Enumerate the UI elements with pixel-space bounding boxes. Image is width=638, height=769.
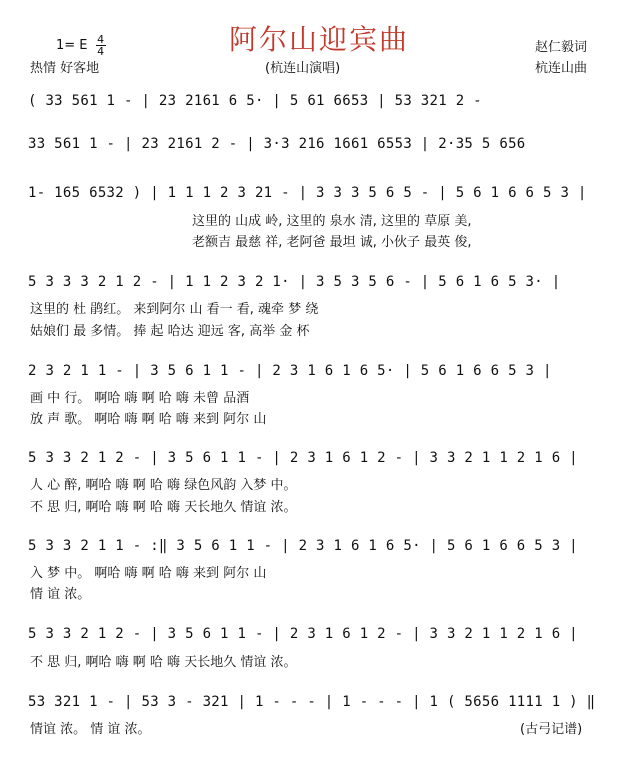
key-label: 1= E: [56, 38, 88, 53]
score-line: 33 561 1 - | 23 2161 2 - | 3·3 216 1661 6553 | 2·35 5 656: [28, 136, 526, 152]
lyric-line: 老额吉 最慈 祥, 老阿爸 最坦 诚, 小伙子 最英 俊,: [192, 235, 472, 250]
lyricist-credit: 赵仁毅词: [535, 40, 588, 55]
lyric-line: 姑娘们 最 多情。 捧 起 哈达 迎远 客, 高举 金 杯: [30, 324, 310, 339]
score-line: 5 3 3 2 1 2 - | 3 5 6 1 1 - | 2 3 1 6 1 2 - | 3 3 2 1 1 2 1 6 |: [28, 626, 578, 642]
lyric-line: 放 声 歌。 啊哈 嗨 啊 哈 嗨 来到 阿尔 山: [30, 412, 267, 427]
singer-credit: (杭连山演唱): [265, 61, 341, 76]
lyric-line: 这里的 山成 岭, 这里的 泉水 清, 这里的 草原 美,: [192, 214, 472, 229]
key-signature: [56, 34, 106, 57]
lyric-line: 情 谊 浓。: [30, 587, 91, 602]
score-line: ( 33 561 1 - | 23 2161 6 5· | 5 61 6653 | 53 321 2 -: [28, 93, 482, 109]
lyric-line: 不 思 归, 啊哈 嗨 啊 哈 嗨 天长地久 情谊 浓。: [30, 500, 297, 515]
lyric-line: 情谊 浓。 情 谊 浓。: [30, 722, 151, 737]
time-bottom: 4: [97, 45, 105, 58]
lyric-line: 入 梦 中。 啊哈 嗨 啊 哈 嗨 来到 阿尔 山: [30, 566, 267, 581]
song-title: 阿尔山迎宾曲: [228, 23, 409, 56]
time-signature: [96, 34, 106, 57]
tempo-marking: 热情 好客地: [30, 61, 100, 76]
lyric-line: 这里的 杜 鹃红。 来到阿尔 山 看一 看, 魂牵 梦 绕: [30, 302, 319, 317]
lyric-line: 不 思 归, 啊哈 嗨 啊 哈 嗨 天长地久 情谊 浓。: [30, 655, 297, 670]
transcriber-note: (古弓记谱): [520, 722, 583, 737]
score-line: 1- 165 6532 ) | 1 1 1 2 3 21 - | 3 3 3 5 6 5 - | 5 6 1 6 6 5 3 |: [28, 185, 587, 201]
composer-credit: 杭连山曲: [535, 61, 588, 76]
score-line: 5 3 3 3 2 1 2 - | 1 1 2 3 2 1· | 3 5 3 5 6 - | 5 6 1 6 5 3· |: [28, 274, 561, 290]
time-top: 4: [97, 33, 105, 46]
score-line: 53 321 1 - | 53 3 - 321 | 1 - - - | 1 - - - | 1 ( 5656 1111 1 ) ‖: [28, 694, 596, 710]
score-line: 5 3 3 2 1 2 - | 3 5 6 1 1 - | 2 3 1 6 1 2 - | 3 3 2 1 1 2 1 6 |: [28, 450, 578, 466]
score-line: 2 3 2 1 1 - | 3 5 6 1 1 - | 2 3 1 6 1 6 5· | 5 6 1 6 6 5 3 |: [28, 363, 552, 379]
lyric-line: 画 中 行。 啊哈 嗨 啊 哈 嗨 未曾 品酒: [30, 391, 250, 406]
score-line: 5 3 3 2 1 1 - :‖ 3 5 6 1 1 - | 2 3 1 6 1 6 5· | 5 6 1 6 6 5 3 |: [28, 538, 578, 554]
lyric-line: 人 心 醉, 啊哈 嗨 啊 哈 嗨 绿色风韵 入梦 中。: [30, 478, 297, 493]
